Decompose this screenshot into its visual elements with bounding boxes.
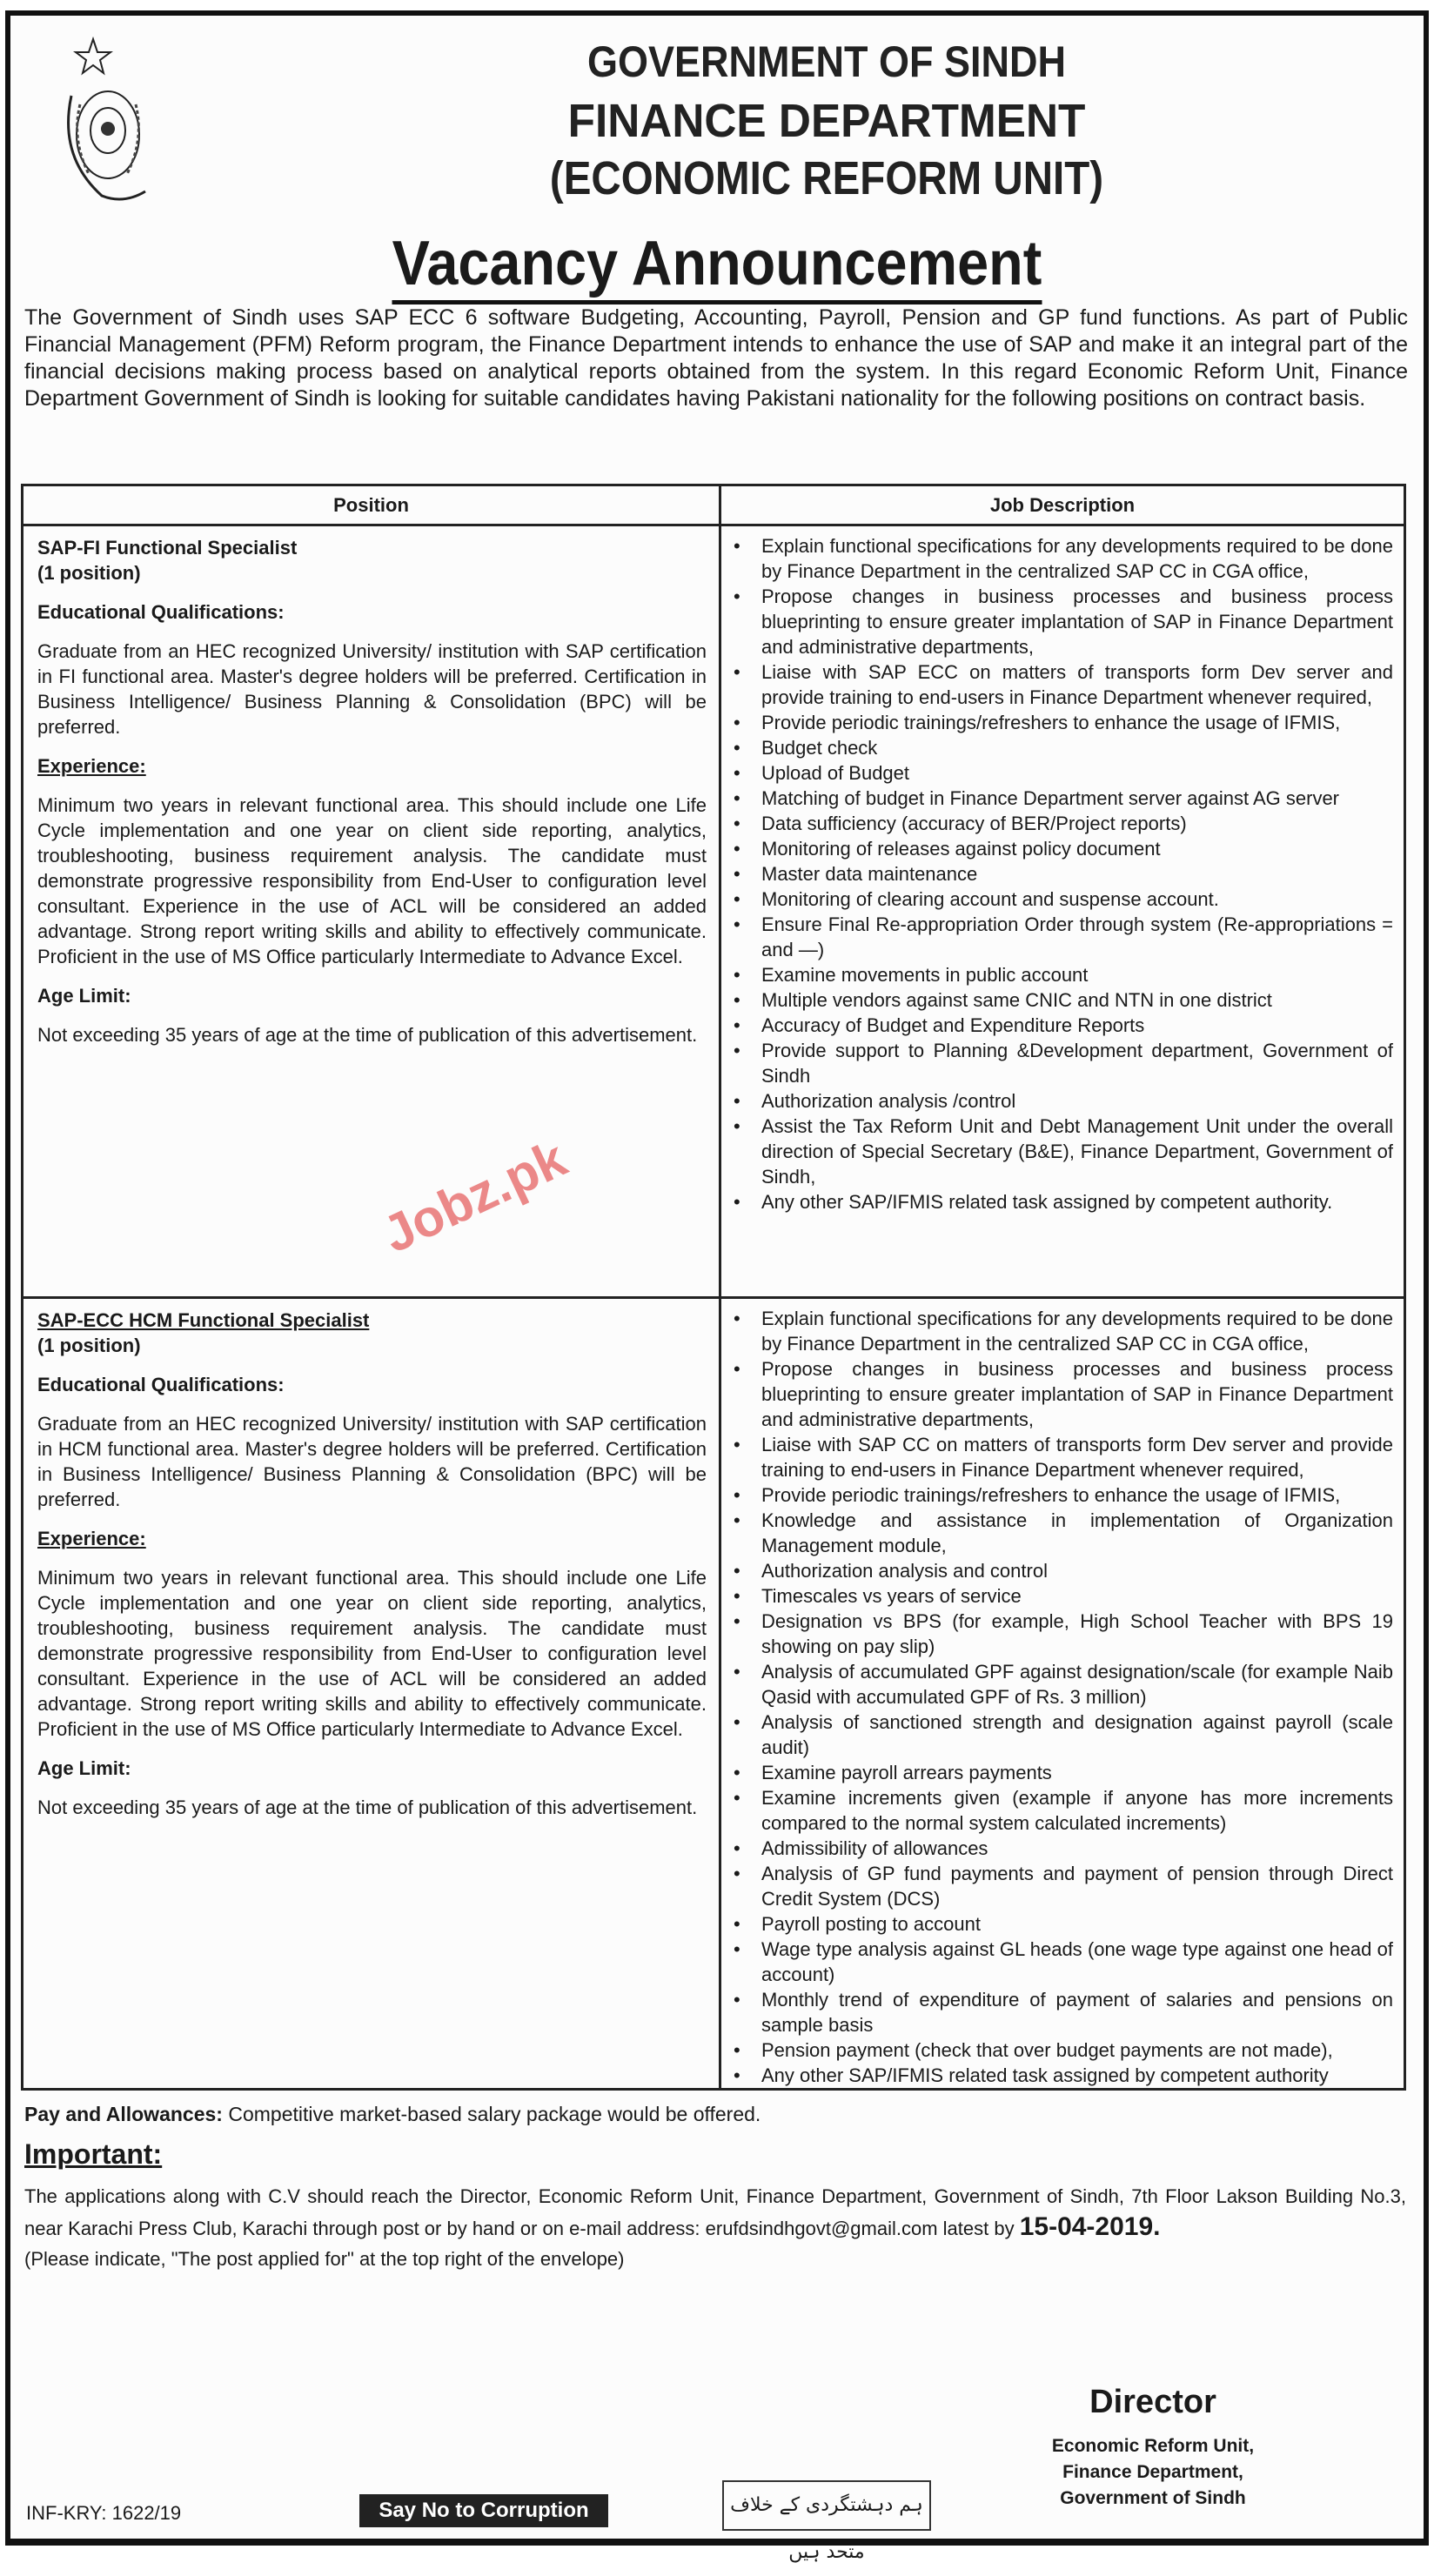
duty-item: • Examine increments given (example if anyone has more increments compared to the normal system calculated increments) [728, 1785, 1393, 1836]
duty-item: • Multiple vendors against same CNIC and NTN in one district [728, 987, 1393, 1013]
duty-item: • Payroll posting to account [728, 1911, 1393, 1937]
table-row [23, 1298, 1405, 2090]
duty-item: • Any other SAP/IFMIS related task assigned by competent authority. [728, 1189, 1393, 1214]
sindh-government-seal-logo [54, 35, 176, 209]
duty-item: • Liaise with SAP ECC on matters of transports form Dev server and provide training to end-users in Finance Department whenever required, [728, 659, 1393, 710]
age-limit-label: Age Limit: [37, 1757, 131, 1779]
duty-item: • Authorization analysis and control [728, 1558, 1393, 1583]
column-header-job-description: Job Description [720, 485, 1405, 525]
duty-item: • Upload of Budget [728, 760, 1393, 786]
duty-item: • Any other SAP/IFMIS related task assigned by competent authority [728, 2063, 1393, 2088]
education-text: Graduate from an HEC recognized University/ institution with SAP certification in HCM functional area. Master's degree holders will be preferred. Certification in Business Intelligence/ Business Planning & Consolidation (BPC) will be preferred. [37, 1413, 707, 1510]
envelope-note: (Please indicate, "The post applied for" at the top right of the envelope) [24, 2248, 625, 2270]
duty-item: • Liaise with SAP CC on matters of transports form Dev server and provide training to end-users in Finance Department whenever required, [728, 1432, 1393, 1482]
duty-item: • Matching of budget in Finance Department server against AG server [728, 786, 1393, 811]
header-department: FINANCE DEPARTMENT [567, 95, 1086, 147]
duty-item: • Assist the Tax Reform Unit and Debt Management Unit under the overall direction of Special Secretary (B&E), Finance Department, Government of Sindh, [728, 1114, 1393, 1189]
page-title-text: Vacancy Announcement [392, 229, 1042, 304]
duty-item: • Master data maintenance [728, 861, 1393, 887]
duty-item: • Designation vs BPS (for example, High School Teacher with BPS 19 showing on pay slip) [728, 1609, 1393, 1659]
duty-item: • Authorization analysis /control [728, 1088, 1393, 1114]
table-header-row [23, 485, 1405, 525]
job-description-cell [720, 1298, 1405, 2090]
application-text: The applications along with C.V should reach the Director, Economic Reform Unit, Finance Department, Government of Sindh, 7th Floor Lakson Building No.3, near Karachi Press Club, Karachi through post or by hand or on e-mail address: erufdsindhgovt@gmail.com latest by [24, 2185, 1406, 2239]
job-description-cell [720, 525, 1405, 1298]
application-instructions [24, 2181, 1406, 2274]
age-limit-text: Not exceeding 35 years of age at the time of publication of this advertisement. [37, 1024, 698, 1046]
duty-item: • Analysis of accumulated GPF against designation/scale (for example Naib Qasid with accumulated GPF of Rs. 3 million) [728, 1659, 1393, 1710]
anti-corruption-slogan: Say No to Corruption [359, 2494, 608, 2527]
duty-item: • Pension payment (check that over budget payments are not made), [728, 2037, 1393, 2063]
duty-item: • Examine payroll arrears payments [728, 1760, 1393, 1785]
urdu-slogan: ہم دہشتگردی کے خلاف متحد ہیں [722, 2480, 931, 2531]
duty-item: • Analysis of GP fund payments and payment of pension through Direct Credit System (DCS) [728, 1861, 1393, 1911]
duty-item: • Provide periodic trainings/refreshers to enhance the usage of IFMIS, [728, 1482, 1393, 1508]
header-unit: (ECONOMIC REFORM UNIT) [549, 152, 1104, 204]
column-header-position: Position [23, 485, 720, 525]
duty-item: • Accuracy of Budget and Expenditure Reports [728, 1013, 1393, 1038]
position-title: SAP-ECC HCM Functional Specialist [37, 1309, 370, 1331]
duty-item: • Propose changes in business processes and business process blueprinting to ensure greater implantation of SAP in Finance Department and administrative departments, [728, 1356, 1393, 1432]
position-count: (1 position) [37, 1335, 141, 1356]
experience-label: Experience: [37, 755, 146, 777]
duty-item: • Explain functional specifications for any developments required to be done by Finance Department in the centralized SAP CC in CGA office, [728, 533, 1393, 584]
duty-item: • Monitoring of releases against policy document [728, 836, 1393, 861]
age-limit-label: Age Limit: [37, 985, 131, 1007]
reference-number: INF-KRY: 1622/19 [26, 2502, 182, 2524]
intro-paragraph: The Government of Sindh uses SAP ECC 6 software Budgeting, Accounting, Payroll, Pension and GP fund functions. As part of Public Financial Management (PFM) Reform program, the Finance Department intends to enhance the use of SAP and make it an integral part of the financial decisions making process based on analytical reports obtained from the system. In this regard Economic Reform Unit, Finance Department Government of Sindh is looking for suitable candidates having Pakistani nationality for the following positions on contract basis. [24, 305, 1408, 411]
signature-title: Director [1089, 2384, 1216, 2420]
education-label: Educational Qualifications: [37, 601, 285, 623]
experience-text: Minimum two years in relevant functional area. This should include one Life Cycle implementation and one year on client side reporting, analytics, troubleshooting, business requirement analysis. The candidate must demonstrate progressive responsibility from End-User to configuration level consultant. Experience in the use of ACL will be considered an added advantage. Strong report writing skills and ability to effectively communicate. Proficient in the use of MS Office particularly Intermediate to Advance Excel. [37, 794, 707, 967]
pay-allowances [24, 2103, 1406, 2126]
experience-label: Experience: [37, 1528, 146, 1549]
duty-item: • Explain functional specifications for any developments required to be done by Finance Department in the centralized SAP CC in CGA office, [728, 1306, 1393, 1356]
position-count: (1 position) [37, 562, 141, 584]
duty-item: • Ensure Final Re-appropriation Order through system (Re-appropriations = and —) [728, 912, 1393, 962]
important-heading: Important: [24, 2138, 163, 2170]
signature-unit: Economic Reform Unit, [1051, 2436, 1255, 2456]
watermark: Jobz.pk [373, 1128, 575, 1264]
deadline-date: 15-04-2019. [1019, 2212, 1161, 2241]
page-title [306, 228, 1127, 299]
duty-item: • Examine movements in public account [728, 962, 1393, 987]
position-cell [23, 1298, 720, 2090]
pay-text: Competitive market-based salary package would be offered. [222, 2103, 761, 2125]
duties-list [728, 1306, 1393, 2088]
signature-government: Government of Sindh [1060, 2488, 1246, 2508]
duty-item: • Analysis of sanctioned strength and designation against payroll (scale audit) [728, 1710, 1393, 1760]
education-text: Graduate from an HEC recognized University/ institution with SAP certification in FI functional area. Master's degree holders will be preferred. Certification in Business Intelligence/ Business Planning & Consolidation (BPC) will be preferred. [37, 640, 707, 738]
duty-item: • Provide support to Planning &Development department, Government of Sindh [728, 1038, 1393, 1088]
duty-item: • Knowledge and assistance in implementation of Organization Management module, [728, 1508, 1393, 1558]
position-title: SAP-FI Functional Specialist [37, 537, 298, 559]
duty-item: • Monthly trend of expenditure of payment of salaries and pensions on sample basis [728, 1987, 1393, 2037]
header-government: GOVERNMENT OF SINDH [586, 37, 1067, 86]
pay-label: Pay and Allowances: [24, 2103, 223, 2125]
main-content [21, 484, 1406, 2274]
signature-department: Finance Department, [1062, 2462, 1243, 2482]
duties-list [728, 533, 1393, 1214]
education-label: Educational Qualifications: [37, 1374, 285, 1395]
duty-item: • Budget check [728, 735, 1393, 760]
position-cell [23, 525, 720, 1298]
age-limit-text: Not exceeding 35 years of age at the time of publication of this advertisement. [37, 1797, 698, 1818]
duty-item: • Data sufficiency (accuracy of BER/Project reports) [728, 811, 1393, 836]
table-row [23, 525, 1405, 1298]
duty-item: • Admissibility of allowances [728, 1836, 1393, 1861]
duty-item: • Wage type analysis against GL heads (one wage type against one head of account) [728, 1937, 1393, 1987]
experience-text: Minimum two years in relevant functional area. This should include one Life Cycle implementation and one year on client side reporting, analytics, troubleshooting, business requirement analysis. The candidate must demonstrate progressive responsibility from End-User to configuration level consultant. Experience in the use of ACL will be considered an added advantage. Strong report writing skills and ability to effectively communicate. Proficient in the use of MS Office particularly Intermediate to Advance Excel. [37, 1567, 707, 1740]
positions-table [21, 484, 1406, 2091]
duty-item: • Provide periodic trainings/refreshers to enhance the usage of IFMIS, [728, 710, 1393, 735]
duty-item: • Propose changes in business processes and business process blueprinting to ensure greater implantation of SAP in Finance Department and administrative departments, [728, 584, 1393, 659]
duty-item: • Monitoring of clearing account and suspense account. [728, 887, 1393, 912]
duty-item: • Timescales vs years of service [728, 1583, 1393, 1609]
